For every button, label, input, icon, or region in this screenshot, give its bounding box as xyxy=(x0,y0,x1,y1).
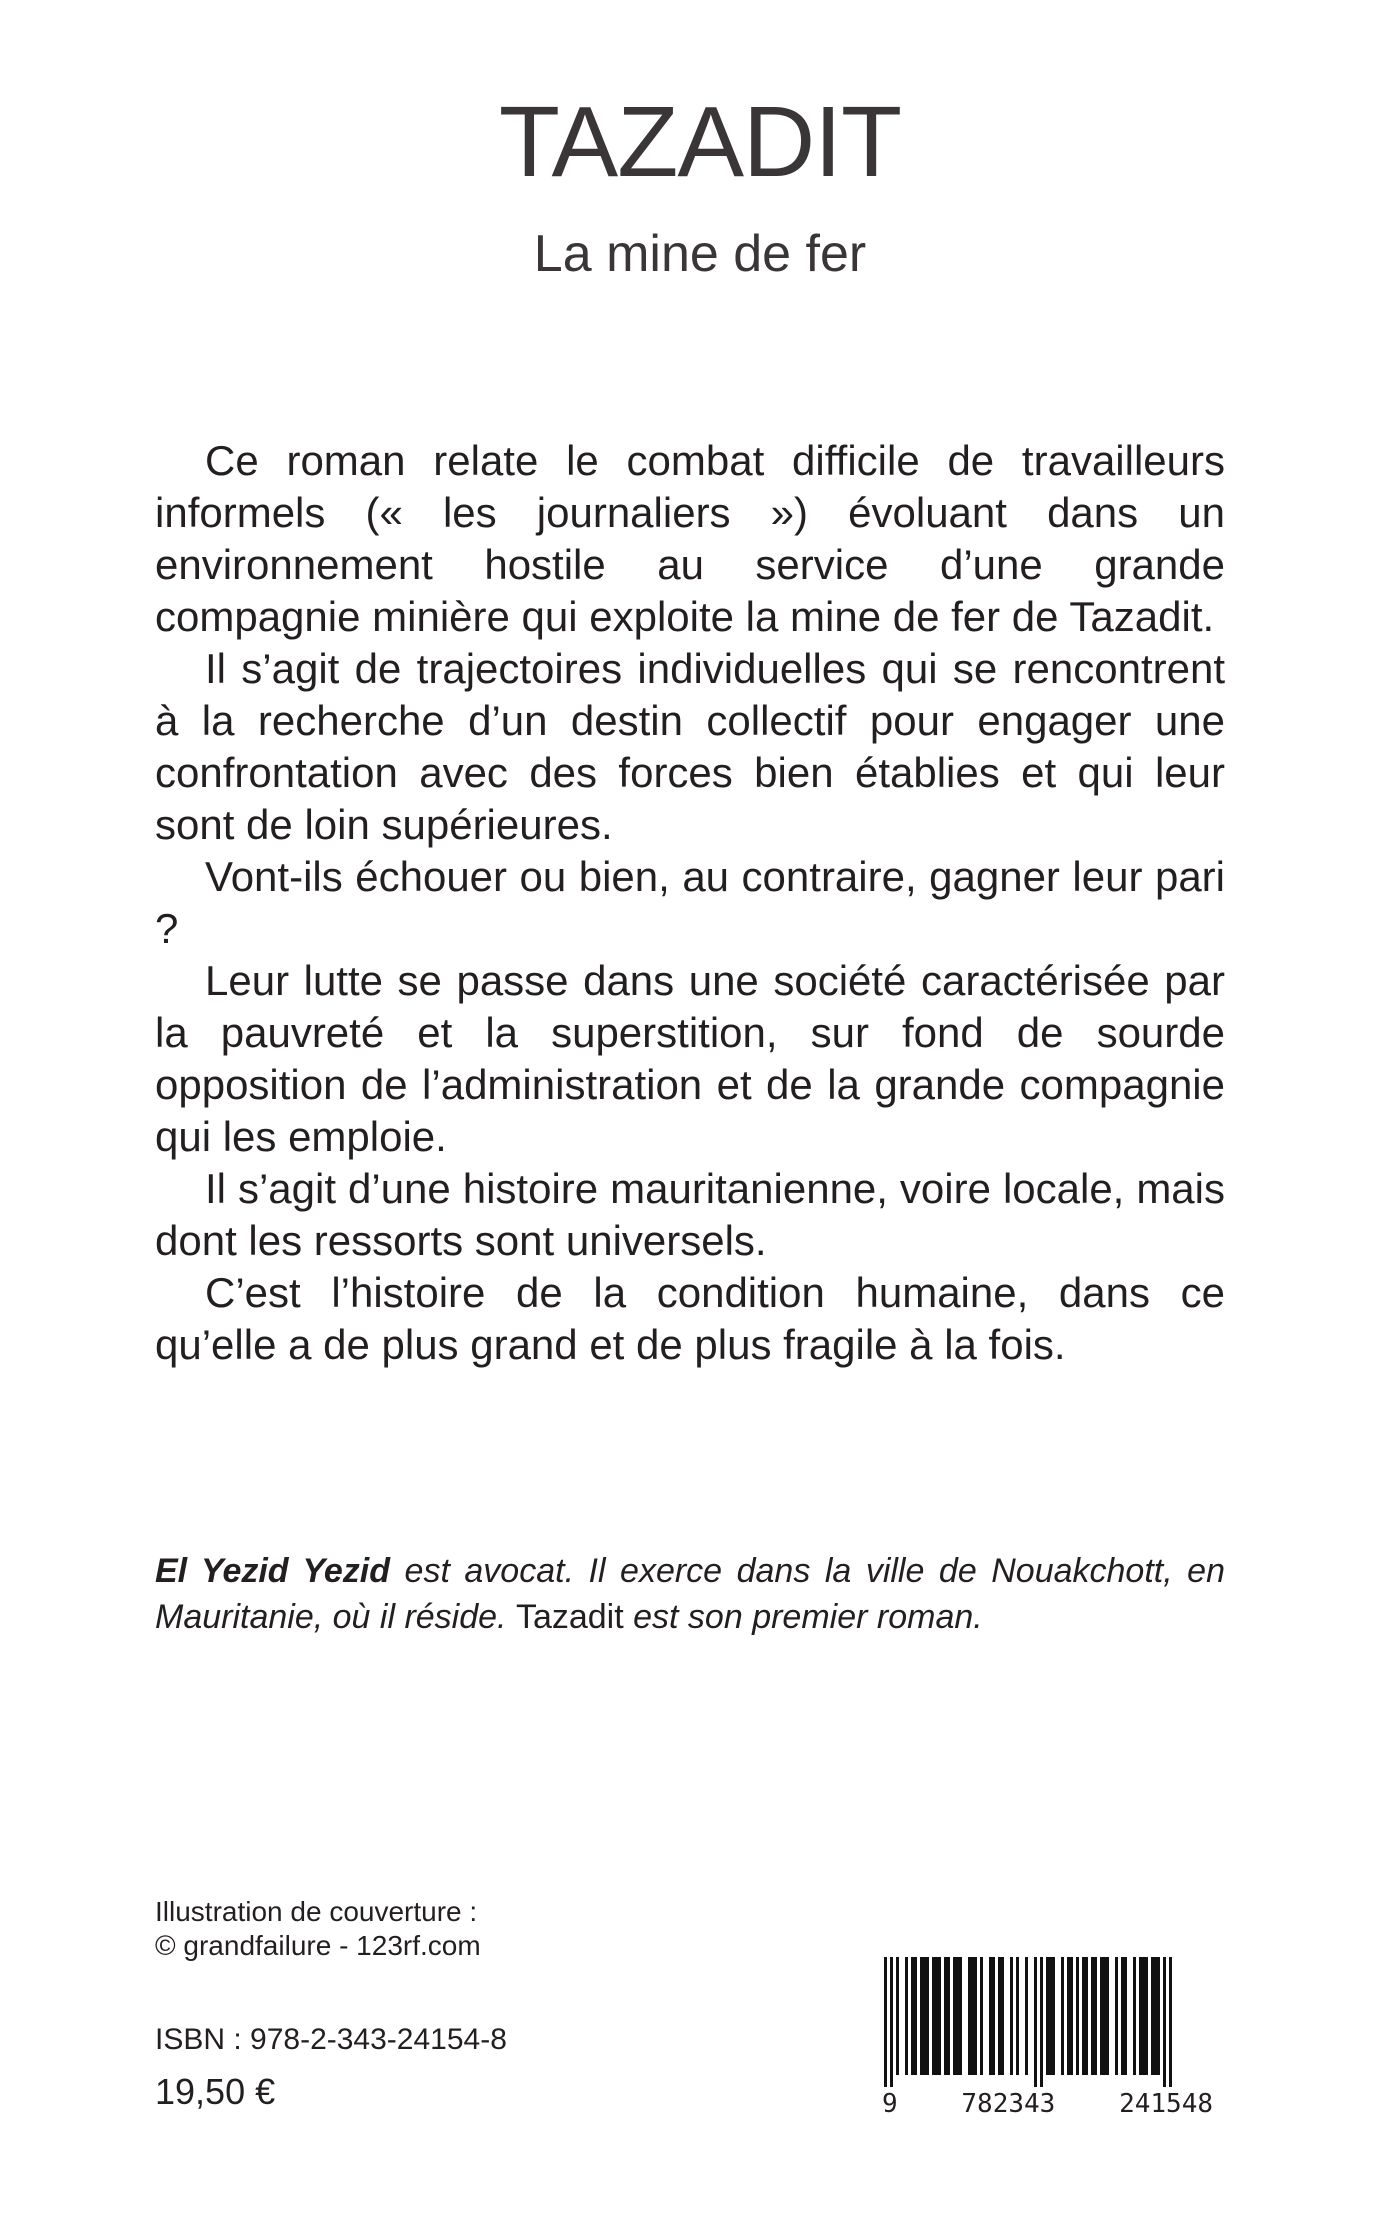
barcode-right-group: 241548 xyxy=(1119,2089,1213,2119)
author-name: El Yezid Yezid xyxy=(155,1552,391,1590)
barcode-bar xyxy=(1163,1957,1166,2089)
barcode-bar xyxy=(998,1957,1004,2075)
blurb-paragraph: Il s’agit de trajectoires individuelles qui se rencontrent à la recherche d’un destin collectif pour engager une confrontation avec des forces bien établies et qui leur sont de loin supérieures. xyxy=(155,645,1225,848)
barcode-bar xyxy=(1046,1957,1055,2075)
book-title: TAZADIT xyxy=(498,86,902,198)
author-bio: est avocat. Il exerce dans la ville de Nouakchott, en Mauritanie, où il réside. xyxy=(155,1552,1226,1636)
blurb-paragraph: Ce roman relate le combat difficile de travailleurs informels (« les journaliers ») évoluant dans un environnement hostile au service d’une grande compagnie minière qui exploite la mine de fer de Tazadit. xyxy=(155,437,1225,640)
credit-line: Illustration de couverture : xyxy=(155,1896,478,1927)
back-cover-blurb xyxy=(155,435,1225,1371)
barcode-bar xyxy=(890,1957,893,2089)
barcode-bar xyxy=(920,1957,929,2075)
barcode-bar xyxy=(932,1957,941,2075)
barcode-bar xyxy=(896,1957,899,2075)
barcode-bar xyxy=(1082,1957,1088,2075)
barcode-bar xyxy=(1169,1957,1172,2089)
author-book-title: Tazadit xyxy=(515,1598,624,1636)
blurb-paragraph: Vont-ils échouer ou bien, au contraire, gagner leur pari ? xyxy=(155,853,1225,952)
blurb-paragraph: Leur lutte se passe dans une société caractérisée par la pauvreté et la superstition, sur fond de sourde opposition de l’administration et de la grande compagnie qui les emploie. xyxy=(155,957,1225,1160)
author-note xyxy=(155,1548,1225,1640)
barcode-bar xyxy=(944,1957,950,2075)
isbn: ISBN : 978-2-343-24154-8 xyxy=(155,2023,507,2056)
barcode-bar xyxy=(911,1957,917,2075)
barcode-bar xyxy=(989,1957,995,2075)
barcode-bar xyxy=(1076,1957,1079,2075)
barcode-bar xyxy=(1133,1957,1136,2075)
barcode-bar xyxy=(1034,1957,1037,2089)
barcode-bar xyxy=(953,1957,962,2075)
book-subtitle: La mine de fer xyxy=(533,225,867,283)
barcode-bar xyxy=(905,1957,908,2075)
author-note-tail: est son premier roman. xyxy=(623,1598,983,1636)
blurb-paragraph: C’est l’histoire de la condition humaine, dans ce qu’elle a de plus grand et de plus fragile à la fois. xyxy=(155,1269,1225,1368)
barcode-bar xyxy=(1115,1957,1118,2075)
barcode-bar xyxy=(1061,1957,1064,2075)
barcode-bar xyxy=(980,1957,983,2075)
barcode-bar xyxy=(1010,1957,1013,2075)
barcode-digits xyxy=(880,2087,1215,2121)
barcode-bar xyxy=(1025,1957,1028,2075)
credit-line: © grandfailure - 123rf.com xyxy=(155,1930,481,1961)
barcode-bar xyxy=(1016,1957,1019,2075)
cover-illustration-credit xyxy=(155,1895,481,1963)
barcode-left-group: 782343 xyxy=(961,2089,1056,2119)
barcode-bar xyxy=(1100,1957,1109,2075)
barcode-bar xyxy=(968,1957,977,2075)
barcode-first-digit: 9 xyxy=(882,2089,898,2119)
barcode-bar xyxy=(1151,1957,1160,2075)
barcode-bars xyxy=(880,1957,1215,2089)
blurb-paragraph: Il s’agit d’une histoire mauritanienne, voire locale, mais dont les ressorts sont universels. xyxy=(155,1165,1225,1264)
barcode-bar xyxy=(1091,1957,1097,2075)
barcode-bar xyxy=(884,1957,887,2089)
barcode-bar xyxy=(1121,1957,1127,2075)
price: 19,50 € xyxy=(155,2071,276,2112)
barcode-bar xyxy=(1067,1957,1073,2075)
barcode-bar xyxy=(1139,1957,1148,2075)
barcode xyxy=(880,1957,1215,2127)
barcode-bar xyxy=(1040,1957,1043,2089)
